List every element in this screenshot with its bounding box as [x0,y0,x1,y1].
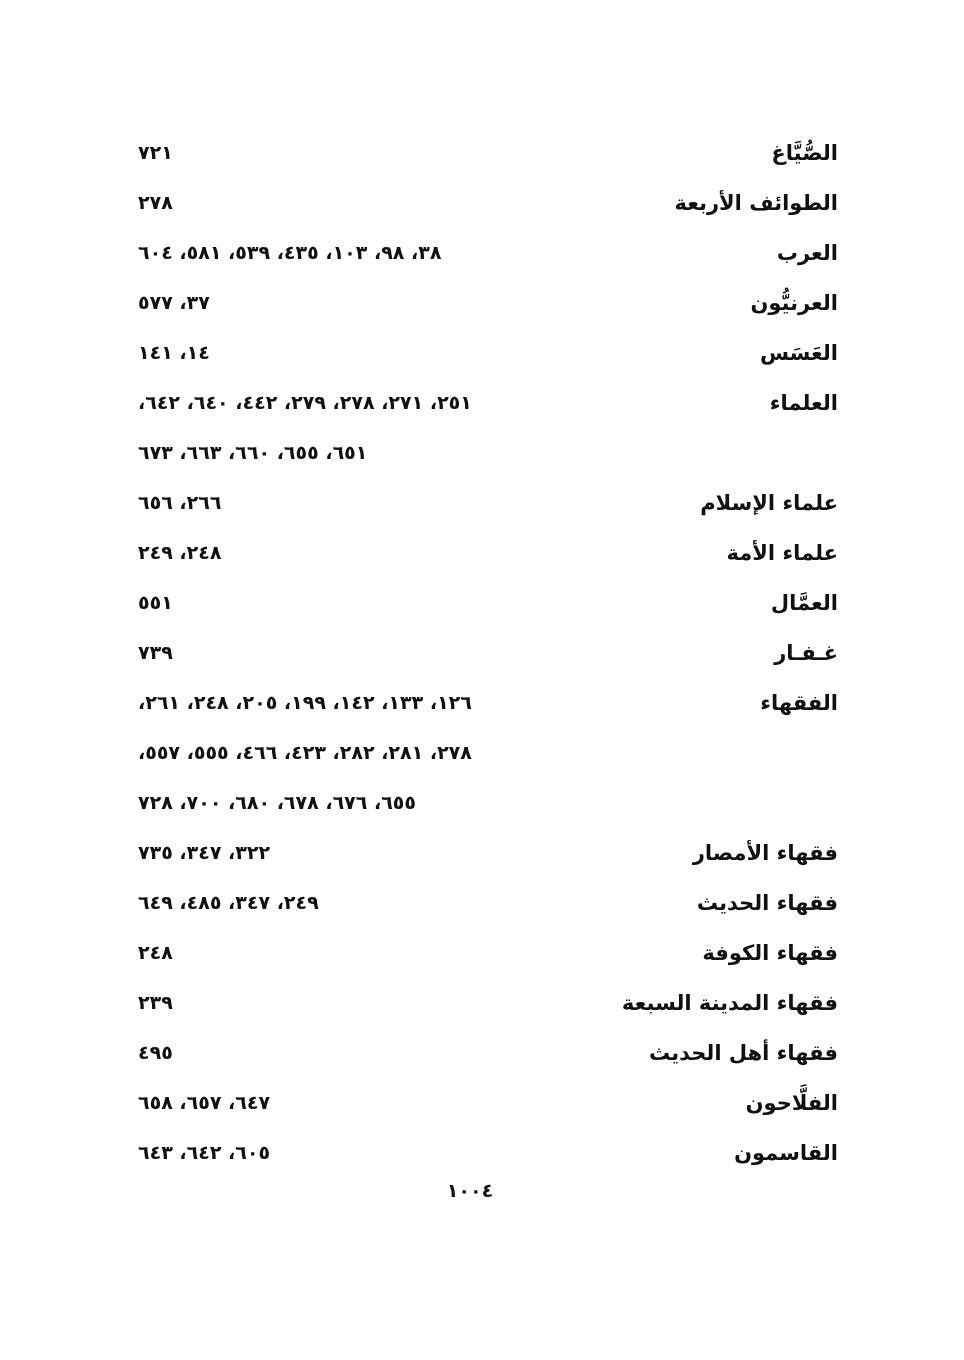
index-entry [138,528,838,578]
index-page-numbers: ٢٤٨ [138,942,173,964]
index-page-numbers: ٢٥١، ٢٧١، ٢٧٨، ٢٧٩، ٤٤٢، ٦٤٠، ٦٤٢، [138,392,472,414]
index-term: القاسمون [734,1141,838,1165]
index-term: علماء الإسلام [700,491,838,515]
index-entry [138,828,838,878]
index-entry [138,1078,838,1128]
index-term: فقهاء المدينة السبعة [621,991,838,1015]
index-page-numbers: ٢٤٩، ٣٤٧، ٤٨٥، ٦٤٩ [138,892,319,914]
index-term: الفلَّاحون [745,1091,838,1115]
index-entry [138,778,838,828]
index-entry [138,1028,838,1078]
index-term: العرنيُّون [750,291,838,315]
index-page-numbers: ٢٧٨ [138,192,173,214]
index-entry [138,278,838,328]
index-page-numbers: ٦٤٧، ٦٥٧، ٦٥٨ [138,1092,271,1114]
index-term: الصُّيَّاغ [771,141,838,165]
index-page-numbers: ٥٥١ [138,592,173,614]
index-entry [138,1128,838,1178]
index-term: فقهاء الأمصار [692,841,838,865]
index-page-numbers: ١٢٦، ١٣٣، ١٤٢، ١٩٩، ٢٠٥، ٢٤٨، ٢٦١، [138,692,472,714]
index-term: العلماء [769,391,838,415]
index-entry [138,178,838,228]
index-entry [138,978,838,1028]
index-entry [138,478,838,528]
index-page-numbers: ٦٥١، ٦٥٥، ٦٦٠، ٦٦٣، ٦٧٣ [138,442,368,464]
index-term: فقهاء الحديث [696,891,838,915]
index-page-numbers: ٦٠٥، ٦٤٢، ٦٤٣ [138,1142,271,1164]
index-entry [138,628,838,678]
index-entry [138,578,838,628]
index-entry [138,878,838,928]
index-page-numbers: ٣٢٢، ٣٤٧، ٧٣٥ [138,842,271,864]
index-entry [138,378,838,428]
index-entry [138,678,838,728]
index-entry [138,228,838,278]
index-page-numbers: ٢٦٦، ٦٥٦ [138,492,222,514]
index-entry [138,128,838,178]
index-entry [138,328,838,378]
index-term: الفقهاء [760,691,838,715]
index-page-numbers: ٣٧، ٥٧٧ [138,292,210,314]
index-term: العرب [776,241,838,265]
index-term: غـفـار [774,641,838,665]
index-term: فقهاء الكوفة [702,941,838,965]
index-page-numbers: ٢٧٨، ٢٨١، ٢٨٢، ٤٢٣، ٤٦٦، ٥٥٥، ٥٥٧، [138,742,472,764]
index-entry [138,928,838,978]
index-entry [138,428,838,478]
index-page-numbers: ٣٨، ٩٨، ١٠٣، ٤٣٥، ٥٣٩، ٥٨١، ٦٠٤ [138,242,442,264]
index-page-numbers: ٦٥٥، ٦٧٦، ٦٧٨، ٦٨٠، ٧٠٠، ٧٢٨ [138,792,416,814]
index-list [138,128,838,1178]
index-page-numbers: ٧٢١ [138,142,173,164]
index-term: العمَّال [770,591,838,615]
index-term: علماء الأمة [726,541,838,565]
index-entry [138,728,838,778]
index-page-numbers: ٢٣٩ [138,992,173,1014]
index-page-numbers: ٤٩٥ [138,1042,173,1064]
index-page-numbers: ١٤، ١٤١ [138,342,210,364]
index-page-numbers: ٧٣٩ [138,642,173,664]
index-term: العَسَس [760,341,838,365]
index-term: فقهاء أهل الحديث [649,1041,838,1065]
page-number: ١٠٠٤ [446,1180,494,1202]
index-term: الطوائف الأربعة [674,191,838,215]
index-page-numbers: ٢٤٨، ٢٤٩ [138,542,222,564]
